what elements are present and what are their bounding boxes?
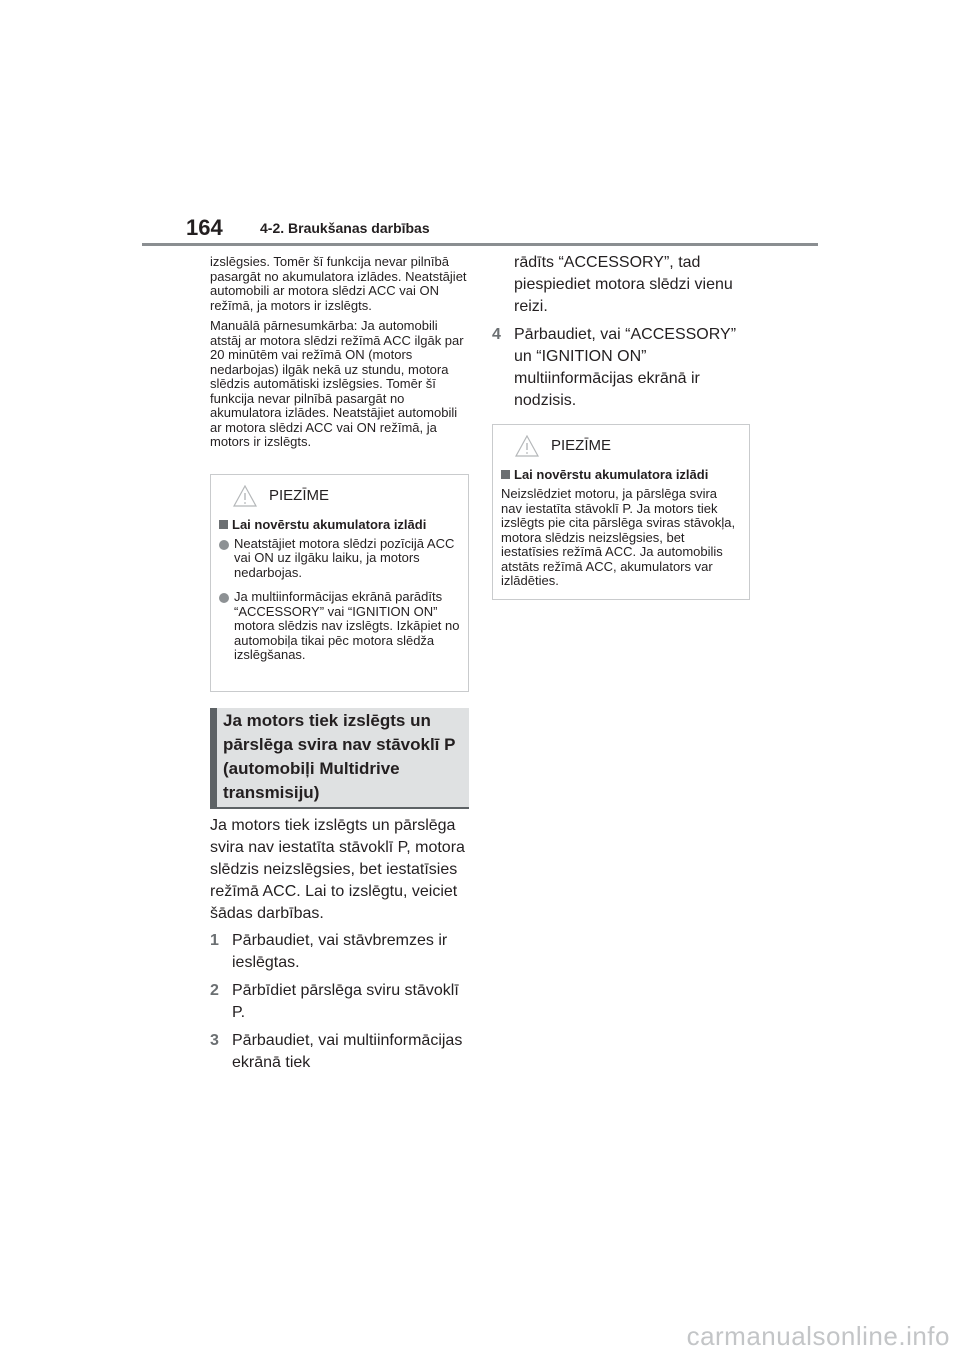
- step-number: 4: [492, 326, 501, 343]
- note-title: PIEZĪME: [551, 437, 612, 454]
- step-number: 3: [210, 1031, 219, 1049]
- warning-icon: [233, 485, 257, 507]
- note-title: PIEZĪME: [269, 486, 330, 504]
- note-box-left: [210, 474, 469, 692]
- header-rule: [142, 243, 818, 246]
- step-text: Pārbaudiet, vai stāvbremzes ir ieslēgtas.: [232, 931, 448, 971]
- step-text: Pārbaudiet, vai “ACCESSORY” un “IGNITION ON” multiinformācijas ekrānā ir nodzisis.: [514, 326, 737, 409]
- bullet-icon: [219, 540, 229, 550]
- watermark: carmanualsonline.info: [686, 1321, 950, 1351]
- paragraph: Manuālā pārnesumkārba: Ja automobili atstāj ar motora slēdzi režīmā ACC ilgāk par 20 minūtēm vai režīmā ON (motors nedarbojas) ilgāk nekā uz stundu, motora slēdzis automātiski izslēgsies. Tomēr šī funkcija nevar pilnībā pasargāt no akumulatora izlādes. Neatstājiet automobili ar motora slēdzi ACC vai ON režīmā, ja motors ir izslēgts.: [210, 318, 464, 449]
- square-bullet-icon: [501, 470, 510, 479]
- heading-line: pārslēga svira nav stāvoklī P: [223, 734, 456, 754]
- note-subheading-text: Lai novērstu akumulatora izlādi: [232, 516, 427, 532]
- paragraph: izslēgsies. Tomēr šī funkcija nevar pilnībā pasargāt no akumulatora izlādes. Neatstājiet automobili ar motora slēdzi ACC vai ON režīmā, ja motors ir izslēgts.: [210, 254, 467, 313]
- note-header: [501, 431, 741, 461]
- list-item: [219, 590, 460, 663]
- step-4: [492, 324, 750, 412]
- note-header: [219, 481, 460, 511]
- bullet-icon: [219, 593, 229, 603]
- note-subheading-text: Lai novērstu akumulatora izlādi: [514, 467, 709, 482]
- step-1: [210, 930, 470, 974]
- step-number: 1: [210, 931, 219, 949]
- step-3-continued: [492, 252, 750, 318]
- section-heading: [210, 708, 469, 809]
- note-subheading: [501, 467, 741, 483]
- page-number: 164: [186, 215, 223, 240]
- heading-line: Ja motors tiek izslēgts un: [223, 710, 431, 730]
- step-3: [210, 1030, 470, 1074]
- note-subheading: [219, 517, 460, 533]
- section-title: 4-2. Braukšanas darbības: [260, 220, 430, 236]
- step-text: Pārbaudiet, vai multiinformācijas ekrānā tiek: [232, 1031, 463, 1071]
- step-number: 2: [210, 981, 219, 999]
- list-item: [219, 537, 460, 581]
- heading-line: (automobiļi Multidrive: [223, 758, 400, 778]
- right-column: [492, 252, 750, 600]
- step-text: Pārbīdiet pārslēga sviru stāvoklī P.: [232, 981, 459, 1021]
- warning-icon: [515, 435, 539, 457]
- step-text: rādīts “ACCESSORY”, tad piespiediet motora slēdzi vienu reizi.: [514, 254, 733, 315]
- list-item-text: Neatstājiet motora slēdzi pozīcijā ACC vai ON uz ilgāku laiku, ja motors nedarbojas.: [234, 535, 455, 580]
- step-2: [210, 980, 470, 1024]
- square-bullet-icon: [219, 520, 228, 529]
- note-body: Neizslēdziet motoru, ja pārslēga svira nav iestatīta stāvoklī P. Ja motors tiek izslēgts pie cita pārslēga sviras stāvokļa, motora slēdzis neizslēgsies, bet iestatīsies režīmā ACC. Ja automobilis atstāts režīmā ACC, akumulators var izlādēties.: [501, 486, 736, 588]
- list-item-text: Ja multiinformācijas ekrānā parādīts “ACCESSORY” vai “IGNITION ON” motora slēdzis nav izslēgts. Izkāpiet no automobiļa tikai pēc motora slēdža izslēgšanas.: [234, 589, 460, 662]
- intro-paragraph: Ja motors tiek izslēgts un pārslēga svira nav iestatīta stāvoklī P, motora slēdzis neizslēgsies, bet iestatīsies režīmā ACC. Lai to izslēgtu, veiciet šādas darbības.: [210, 816, 465, 922]
- left-column: [210, 255, 470, 1074]
- note-box-right: [492, 424, 750, 600]
- heading-line: transmisiju): [223, 782, 320, 802]
